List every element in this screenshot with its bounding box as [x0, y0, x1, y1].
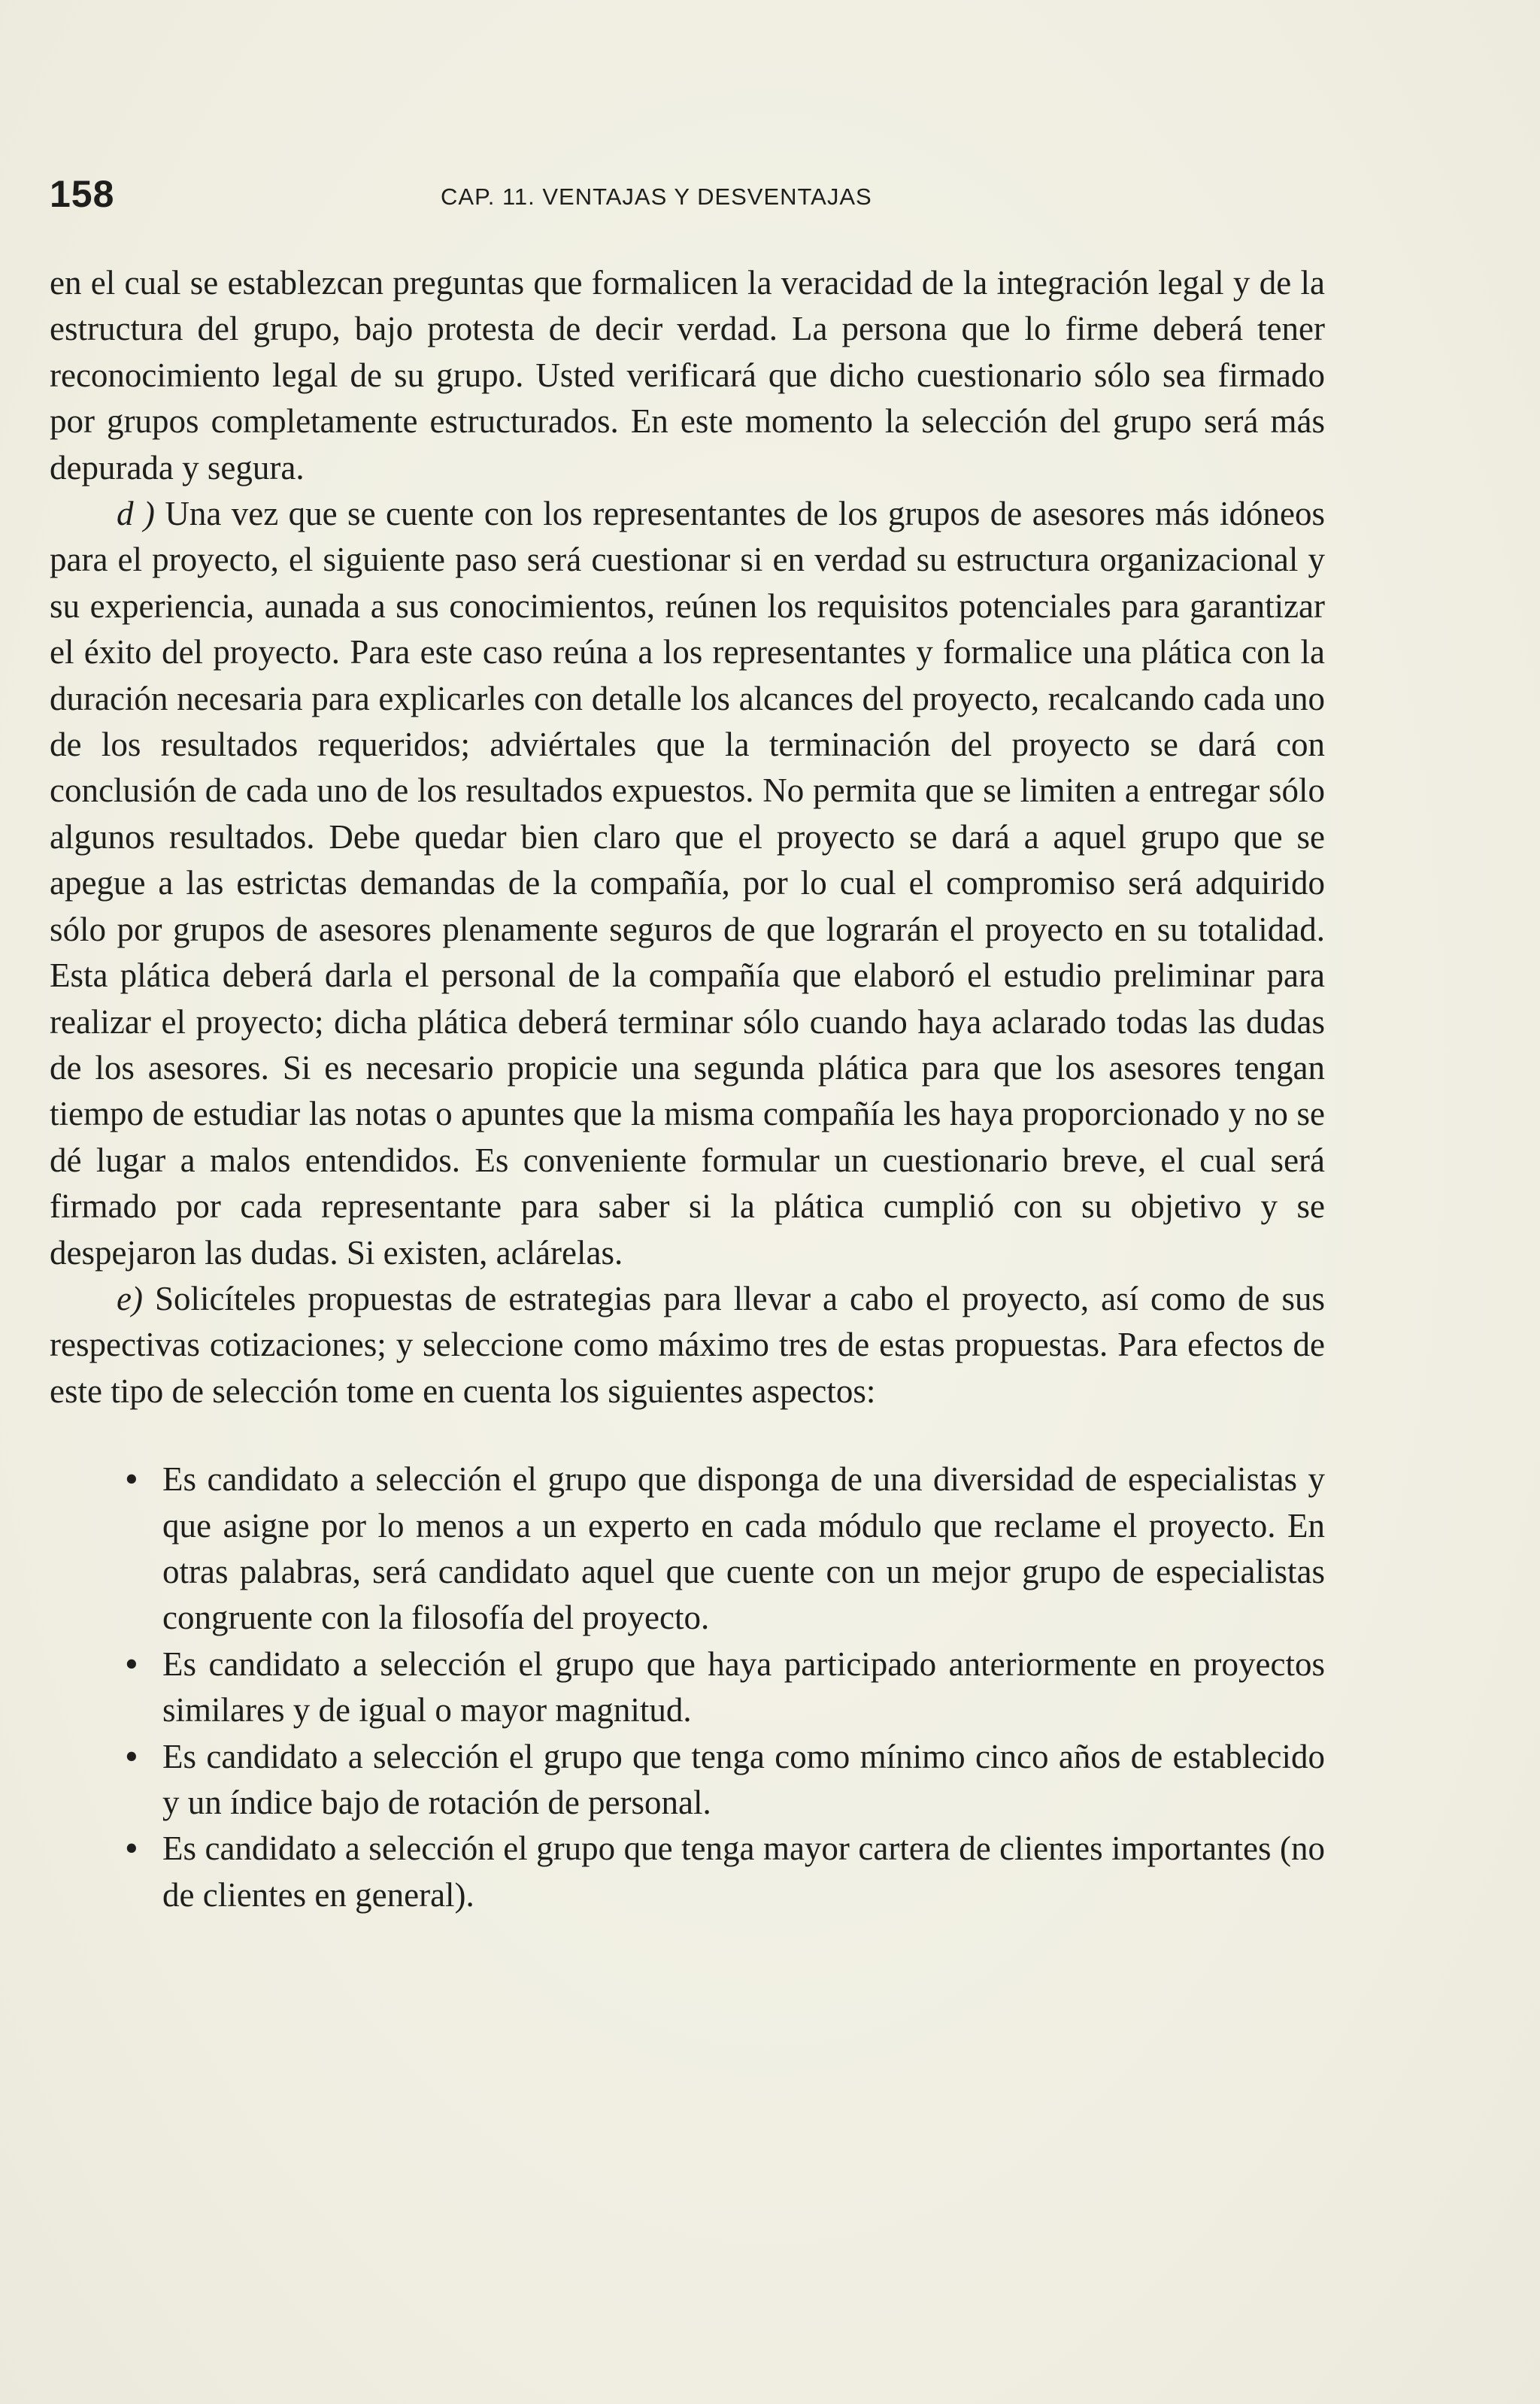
item-marker-d: d ) — [117, 495, 155, 533]
paragraph-text: Solicíteles propuestas de estrategias para llevar a cabo el proyecto, así como de sus respectivas cotizaciones; y seleccione como máximo tres de estas propuestas. Para efectos de este tipo de selección tome en cuenta los siguientes aspectos: — [50, 1279, 1325, 1410]
list-item-text: Es candidato a selección el grupo que tenga como mínimo cinco años de establecido y un índice bajo de rotación de personal. — [162, 1737, 1325, 1821]
body-text — [50, 260, 1325, 1918]
page-number: 158 — [50, 173, 115, 215]
paragraph-continued — [50, 260, 1325, 491]
item-marker-e: e) — [117, 1279, 143, 1317]
list-item-text: Es candidato a selección el grupo que disponga de una diversidad de especialistas y que asigne por lo menos a un experto en cada módulo que reclame el proyecto. En otras palabras, será candidato aquel que cuente con un mejor grupo de especialistas congruente con la filosofía del proyecto. — [162, 1460, 1325, 1637]
list-item — [50, 1457, 1325, 1642]
bullet-icon: • — [126, 1830, 138, 1868]
paragraph-item-e — [50, 1276, 1325, 1414]
bullet-icon: • — [126, 1460, 138, 1499]
list-item — [50, 1826, 1325, 1918]
list-item-text: Es candidato a selección el grupo que tenga mayor cartera de clientes importantes (no de clientes en general). — [162, 1830, 1325, 1914]
page-header — [50, 171, 1328, 224]
list-item-text: Es candidato a selección el grupo que haya participado anteriormente en proyectos similares y de igual o mayor magnitud. — [162, 1645, 1325, 1729]
bullet-icon: • — [126, 1737, 138, 1775]
list-item — [50, 1642, 1325, 1734]
list-item — [50, 1734, 1325, 1826]
criteria-list — [50, 1457, 1325, 1918]
paragraph-text: Una vez que se cuente con los representantes de los grupos de asesores más idóneos para el proyecto, el siguiente paso será cuestionar si en verdad su estructura organizacional y su experiencia, aunada a sus conocimientos, reúnen los requisitos potenciales para garantizar el éxito del proyecto. Para este caso reúna a los representantes y formalice una plática con la duración necesaria para explicarles con detalle los alcances del proyecto, recalcando cada uno de los resultados requeridos; adviértales que la terminación del proyecto se dará con conclusión de cada uno de los resultados expuestos. No permita que se limiten a entregar sólo algunos resultados. Debe quedar bien claro que el proyecto se dará a aquel grupo que se apegue a las estrictas demandas de la compañía, por lo cual el compromiso será adquirido sólo por grupos de asesores plenamente seguros de que lograrán el proyecto en su totalidad. Esta plática deberá darla el personal de la compañía que elaboró el estudio preliminar para realizar el proyecto; dicha plática deberá terminar sólo cuando haya aclarado todas las dudas de los asesores. Si es necesario propicie una segunda plática para que los asesores tengan tiempo de estudiar las notas o apuntes que la misma compañía les haya proporcionado y no se dé lugar a malos entendidos. Es conveniente formular un cuestionario breve, el cual será firmado por cada representante para saber si la plática cumplió con su objetivo y se despejaron las dudas. Si existen, aclárelas. — [50, 495, 1325, 1272]
paragraph-item-d — [50, 491, 1325, 1276]
running-head: CAP. 11. VENTAJAS Y DESVENTAJAS — [441, 183, 872, 210]
paragraph-text: en el cual se establezcan preguntas que formalicen la veracidad de la integración legal y de la estructura del grupo, bajo protesta de decir verdad. La persona que lo firme deberá tener reconocimiento legal de su grupo. Usted verificará que dicho cuestionario sólo sea firmado por grupos completamente estructurados. En este momento la selección del grupo será más depurada y segura. — [50, 264, 1325, 487]
bullet-icon: • — [126, 1645, 138, 1683]
